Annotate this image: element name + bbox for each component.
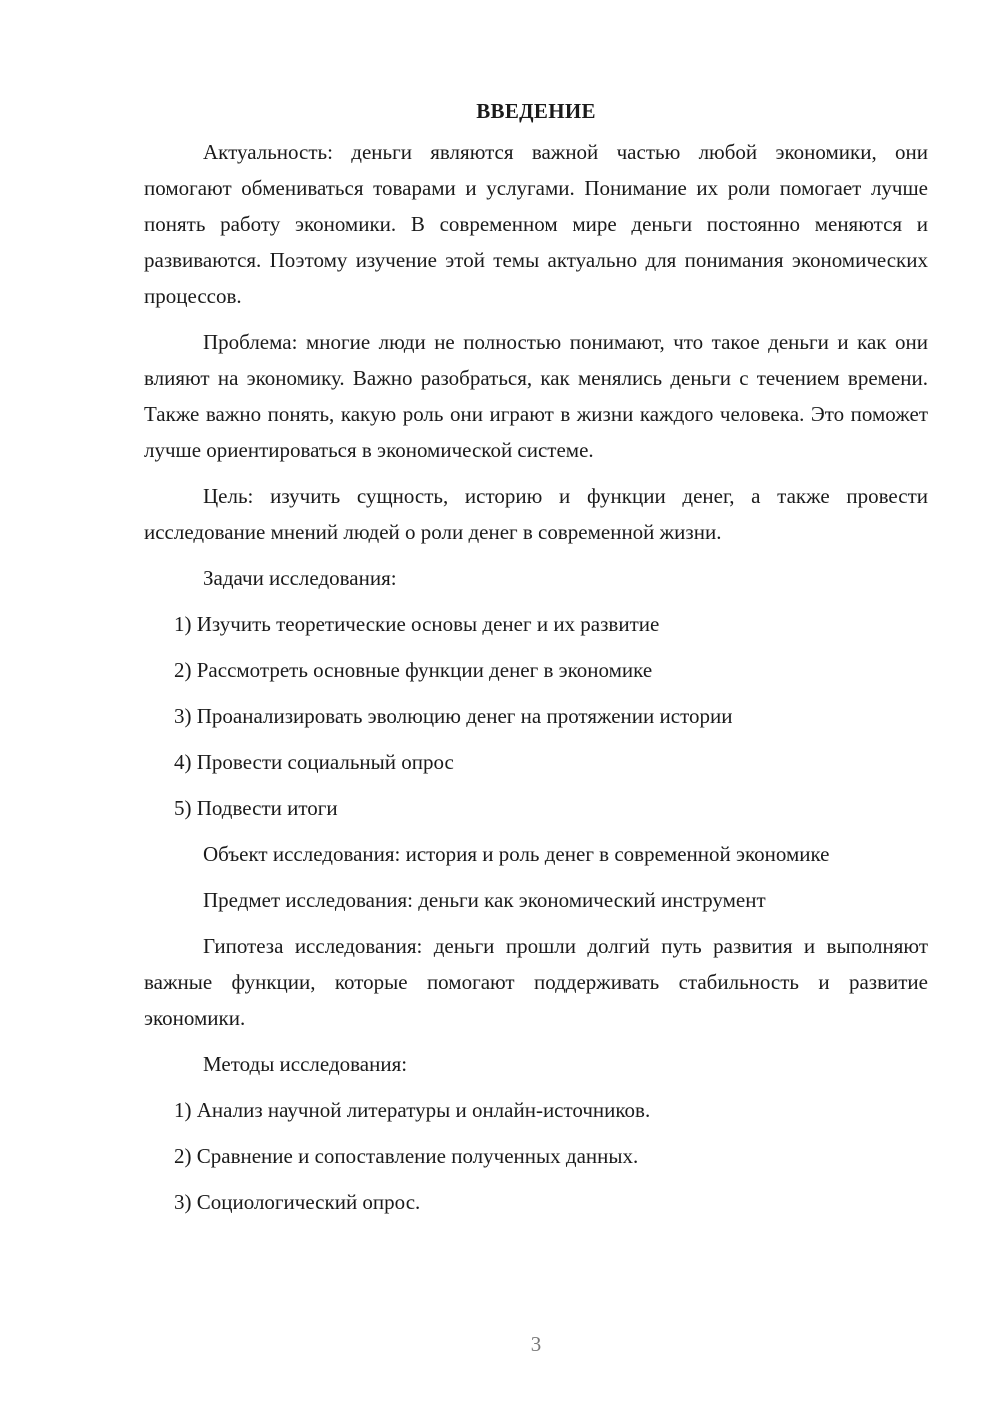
tasks-heading: Задачи исследования: — [203, 566, 397, 590]
task-item: 4) Провести социальный опрос — [174, 750, 454, 774]
task-item: 3) Проанализировать эволюцию денег на протяжении истории — [174, 704, 733, 728]
hypothesis-paragraph: Гипотеза исследования: деньги прошли долгий путь развития и выполняют важные функции, которые помогают поддерживать стабильность и развитие экономики. — [144, 934, 928, 1030]
document-page — [144, 90, 928, 1230]
subject-paragraph: Предмет исследования: деньги как экономический инструмент — [203, 888, 766, 912]
page-number: 3 — [530, 1332, 542, 1356]
method-item: 2) Сравнение и сопоставление полученных данных. — [174, 1144, 639, 1168]
task-item: 1) Изучить теоретические основы денег и их развитие — [174, 612, 660, 636]
task-item: 5) Подвести итоги — [174, 796, 338, 820]
tasks-list — [144, 606, 928, 826]
task-item: 2) Рассмотреть основные функции денег в экономике — [174, 658, 653, 682]
methods-list — [144, 1092, 928, 1220]
problem-paragraph: Проблема: многие люди не полностью понимают, что такое деньги и как они влияют на экономику. Важно разобраться, как менялись деньги с течением времени. Также важно понять, какую роль они играют в жизни каждого человека. Это поможет лучше ориентироваться в экономической системе. — [144, 330, 928, 462]
object-paragraph: Объект исследования: история и роль денег в современной экономике — [203, 842, 830, 866]
methods-heading: Методы исследования: — [203, 1052, 408, 1076]
relevance-paragraph: Актуальность: деньги являются важной частью любой экономики, они помогают обмениваться товарами и услугами. Понимание их роли помогает лучше понять работу экономики. В современном мире деньги постоянно меняются и развиваются. Поэтому изучение этой темы актуально для понимания экономических процессов. — [144, 140, 928, 308]
method-item: 1) Анализ научной литературы и онлайн-источников. — [174, 1098, 651, 1122]
method-item: 3) Социологический опрос. — [174, 1190, 421, 1214]
goal-paragraph: Цель: изучить сущность, историю и функции денег, а также провести исследование мнений людей о роли денег в современной жизни. — [144, 484, 928, 544]
section-title: ВВЕДЕНИЕ — [476, 99, 596, 123]
